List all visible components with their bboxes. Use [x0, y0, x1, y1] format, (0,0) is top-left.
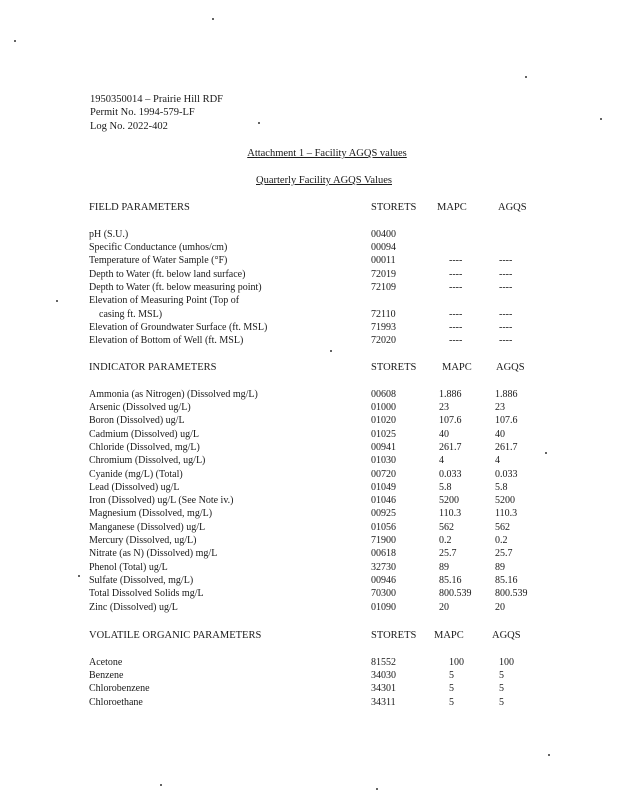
parameter-name: Magnesium (Dissolved, mg/L) — [89, 508, 213, 520]
storet-code: 01056 — [371, 521, 396, 533]
scan-speck — [56, 300, 58, 302]
mapc-value: 5 — [449, 670, 454, 682]
storet-code: 01046 — [371, 495, 396, 507]
parameter-name: Acetone — [89, 656, 123, 668]
storet-code: 00400 — [371, 228, 396, 240]
scan-speck — [600, 118, 602, 120]
agqs-value: ---- — [499, 255, 513, 267]
scan-speck — [212, 18, 214, 20]
facility-id-line: 1950350014 – Prairie Hill RDF — [90, 94, 223, 105]
scan-speck — [258, 122, 260, 124]
agqs-column-header: AGQS — [498, 202, 527, 213]
field-parameters-header-row — [89, 201, 559, 214]
mapc-value: 5200 — [439, 495, 459, 507]
parameter-name: Elevation of Groundwater Surface (ft. MSL) — [89, 321, 268, 333]
parameter-name: Phenol (Total) ug/L — [89, 561, 168, 573]
agqs-value: 5200 — [495, 495, 515, 507]
storets-column-header: STORETS — [371, 202, 417, 213]
mapc-column-header: MAPC — [434, 630, 464, 641]
table-row — [89, 682, 559, 695]
table-row — [89, 428, 559, 441]
mapc-value: ---- — [449, 335, 463, 347]
agqs-value: 107.6 — [495, 415, 518, 427]
field-parameters-rows — [89, 228, 559, 348]
indicator-parameters-section — [89, 361, 559, 614]
indicator-parameters-header-row — [89, 361, 559, 374]
parameter-name: Manganese (Dissolved) ug/L — [89, 521, 206, 533]
table-row — [89, 414, 559, 427]
agqs-value: 1.886 — [495, 388, 518, 400]
log-number-line: Log No. 2022-402 — [90, 120, 168, 132]
table-row — [89, 334, 559, 347]
storet-code: 71993 — [371, 321, 396, 333]
table-row — [89, 321, 559, 334]
agqs-value: ---- — [499, 321, 513, 333]
storet-code: 34301 — [371, 683, 396, 695]
mapc-value: 261.7 — [439, 441, 462, 453]
voc-parameters-heading: VOLATILE ORGANIC PARAMETERS — [89, 630, 262, 641]
mapc-value: 20 — [439, 601, 449, 613]
storet-code: 72019 — [371, 268, 396, 280]
agqs-value: 4 — [495, 455, 500, 467]
voc-parameters-section — [89, 629, 559, 709]
agqs-value: 100 — [499, 656, 514, 668]
agqs-value: 40 — [495, 428, 505, 440]
mapc-value: 5 — [449, 696, 454, 708]
storet-code: 34030 — [371, 670, 396, 682]
storet-code: 01090 — [371, 601, 396, 613]
agqs-value: 261.7 — [495, 441, 518, 453]
mapc-value: 800.539 — [439, 588, 472, 600]
storet-code: 01000 — [371, 402, 396, 414]
storet-code: 81552 — [371, 656, 396, 668]
table-row — [89, 656, 559, 669]
mapc-column-header: MAPC — [437, 202, 467, 213]
scan-speck — [14, 40, 16, 42]
parameter-name: Lead (Dissolved) ug/L — [89, 481, 180, 493]
scan-speck — [548, 754, 550, 756]
table-row — [89, 507, 559, 520]
storet-code: 00946 — [371, 574, 396, 586]
field-parameters-heading: FIELD PARAMETERS — [89, 202, 190, 213]
agqs-value: 5 — [499, 696, 504, 708]
mapc-value: 89 — [439, 561, 449, 573]
table-row — [89, 388, 559, 401]
storet-code: 72020 — [371, 335, 396, 347]
table-row — [89, 454, 559, 467]
agqs-column-header: AGQS — [492, 630, 521, 641]
storet-code: 01049 — [371, 481, 396, 493]
parameter-name: Temperature of Water Sample (°F) — [89, 255, 228, 267]
agqs-value: ---- — [499, 281, 513, 293]
agqs-value: 0.2 — [495, 535, 508, 547]
mapc-value: 100 — [449, 656, 464, 668]
table-row — [89, 587, 559, 600]
agqs-value: 800.539 — [495, 588, 528, 600]
mapc-value: 1.886 — [439, 388, 462, 400]
agqs-value: 562 — [495, 521, 510, 533]
agqs-value: ---- — [499, 268, 513, 280]
mapc-value: 0.033 — [439, 468, 462, 480]
voc-parameters-rows — [89, 656, 559, 709]
scan-speck — [545, 452, 547, 454]
storet-code: 00608 — [371, 388, 396, 400]
table-row — [89, 534, 559, 547]
parameter-name: Iron (Dissolved) ug/L (See Note iv.) — [89, 495, 234, 507]
scan-speck — [330, 350, 332, 352]
parameter-name: pH (S.U.) — [89, 228, 129, 240]
agqs-value: ---- — [499, 335, 513, 347]
storets-column-header: STORETS — [371, 630, 417, 641]
agqs-value: 20 — [495, 601, 505, 613]
parameter-name: Elevation of Measuring Point (Top of — [89, 295, 240, 307]
agqs-value: 25.7 — [495, 548, 513, 560]
parameter-name: Chlorobenzene — [89, 683, 150, 695]
mapc-value: 5.8 — [439, 481, 452, 493]
mapc-value: ---- — [449, 321, 463, 333]
field-parameters-section — [89, 201, 559, 347]
table-row — [89, 696, 559, 709]
parameter-name: Elevation of Bottom of Well (ft. MSL) — [89, 335, 244, 347]
agqs-value: 0.033 — [495, 468, 518, 480]
table-row — [89, 521, 559, 534]
mapc-value: 107.6 — [439, 415, 462, 427]
mapc-value: 85.16 — [439, 574, 462, 586]
parameter-name: Arsenic (Dissolved ug/L) — [89, 402, 191, 414]
storet-code: 00925 — [371, 508, 396, 520]
agqs-value: 89 — [495, 561, 505, 573]
parameter-name: Ammonia (as Nitrogen) (Dissolved mg/L) — [89, 388, 258, 400]
storet-code: 00941 — [371, 441, 396, 453]
mapc-value: ---- — [449, 268, 463, 280]
parameter-name: Benzene — [89, 670, 124, 682]
agqs-value: 85.16 — [495, 574, 518, 586]
storet-code: 70300 — [371, 588, 396, 600]
parameter-name: Chloride (Dissolved, mg/L) — [89, 441, 200, 453]
scan-speck — [376, 788, 378, 790]
mapc-value: 23 — [439, 402, 449, 414]
table-row — [89, 547, 559, 560]
storet-code: 01020 — [371, 415, 396, 427]
agqs-value: 110.3 — [495, 508, 518, 520]
mapc-value: 4 — [439, 455, 444, 467]
indicator-parameters-heading: INDICATOR PARAMETERS — [89, 362, 217, 373]
mapc-value: ---- — [449, 255, 463, 267]
storets-column-header: STORETS — [371, 362, 417, 373]
permit-number-line: Permit No. 1994-579-LF — [90, 107, 195, 119]
table-subtitle: Quarterly Facility AGQS Values — [256, 175, 392, 186]
agqs-value: 5 — [499, 683, 504, 695]
agqs-value: 5 — [499, 670, 504, 682]
storet-code: 00011 — [371, 255, 396, 267]
mapc-value: ---- — [449, 308, 463, 320]
parameter-name: Sulfate (Dissolved, mg/L) — [89, 574, 194, 586]
mapc-value: 40 — [439, 428, 449, 440]
table-row — [89, 308, 559, 321]
parameter-name: Total Dissolved Solids mg/L — [89, 588, 204, 600]
voc-parameters-header-row — [89, 629, 559, 642]
mapc-value: ---- — [449, 281, 463, 293]
table-row — [89, 401, 559, 414]
indicator-parameters-rows — [89, 388, 559, 614]
storet-code: 72109 — [371, 281, 396, 293]
table-row — [89, 441, 559, 454]
storet-code: 00720 — [371, 468, 396, 480]
storet-code: 72110 — [371, 308, 396, 320]
mapc-value: 25.7 — [439, 548, 457, 560]
parameter-name: Depth to Water (ft. below measuring point) — [89, 281, 262, 293]
parameter-name: Cyanide (mg/L) (Total) — [89, 468, 183, 480]
table-row — [89, 481, 559, 494]
mapc-column-header: MAPC — [442, 362, 472, 373]
table-row — [89, 561, 559, 574]
mapc-value: 562 — [439, 521, 454, 533]
mapc-value: 5 — [449, 683, 454, 695]
parameter-name: Specific Conductance (umhos/cm) — [89, 242, 228, 254]
storet-code: 71900 — [371, 535, 396, 547]
mapc-value: 110.3 — [439, 508, 462, 520]
table-row — [89, 601, 559, 614]
storet-code: 00618 — [371, 548, 396, 560]
table-row — [89, 669, 559, 682]
table-row — [89, 268, 559, 281]
agqs-column-header: AGQS — [496, 362, 525, 373]
table-row — [89, 294, 559, 307]
agqs-value: 23 — [495, 402, 505, 414]
parameter-name: casing ft. MSL) — [99, 308, 163, 320]
mapc-value: 0.2 — [439, 535, 452, 547]
table-row — [89, 468, 559, 481]
table-row — [89, 228, 559, 241]
table-row — [89, 241, 559, 254]
agqs-value: ---- — [499, 308, 513, 320]
attachment-title: Attachment 1 – Facility AGQS values — [247, 148, 407, 159]
parameter-name: Chromium (Dissolved, ug/L) — [89, 455, 206, 467]
parameter-name: Depth to Water (ft. below land surface) — [89, 268, 246, 280]
parameter-name: Zinc (Dissolved) ug/L — [89, 601, 178, 613]
table-row — [89, 281, 559, 294]
parameter-name: Nitrate (as N) (Dissolved) mg/L — [89, 548, 218, 560]
scan-speck — [78, 575, 80, 577]
table-row — [89, 254, 559, 267]
agqs-value: 5.8 — [495, 481, 508, 493]
parameter-name: Cadmium (Dissolved) ug/L — [89, 428, 199, 440]
document-header — [90, 93, 223, 133]
table-row — [89, 494, 559, 507]
storet-code: 00094 — [371, 242, 396, 254]
storet-code: 01030 — [371, 455, 396, 467]
table-row — [89, 574, 559, 587]
scan-speck — [160, 784, 162, 786]
storet-code: 32730 — [371, 561, 396, 573]
scan-speck — [525, 76, 527, 78]
parameter-name: Mercury (Dissolved, ug/L) — [89, 535, 197, 547]
storet-code: 01025 — [371, 428, 396, 440]
parameter-name: Chloroethane — [89, 696, 143, 708]
parameter-name: Boron (Dissolved) ug/L — [89, 415, 185, 427]
storet-code: 34311 — [371, 696, 396, 708]
